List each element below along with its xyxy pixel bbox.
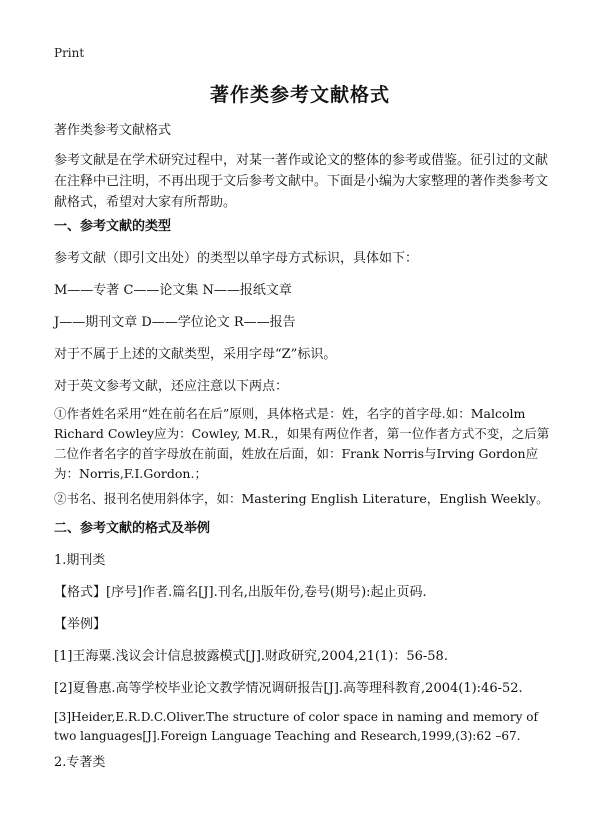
- section1-heading: 一、参考文献的类型: [54, 219, 172, 234]
- intro-paragraph: 参考文献是在学术研究过程中，对某一著作或论文的整体的参考或借鉴。征引过的文献在注释中已注明，不再出现于文后参考文献中。下面是小编为大家整理的著作类参考文献格式，希望对大家有所帮助。: [54, 153, 549, 210]
- section1-paragraph: 参考文献（即引文出处）的类型以单字母方式标识，具体如下：: [54, 251, 419, 266]
- print-link[interactable]: Print: [54, 46, 85, 60]
- type-list-line-1: M——专著 C——论文集 N——报纸文章: [54, 283, 292, 298]
- type-list-line-2: J——期刊文章 D——学位论文 R——报告: [54, 315, 296, 330]
- section1-paragraph: 对于英文参考文献，还应注意以下两点：: [54, 379, 289, 394]
- example-2: [2]夏鲁惠.高等学校毕业论文教学情况调研报告[J].高等理科教育,2004(1):46-52.: [54, 681, 523, 696]
- english-rule-2: ②书名、报刊名使用斜体字，如：Mastering English Literature，English Weekly。: [54, 491, 549, 506]
- example-3: [3]Heider,E.R.D.C.Oliver.The structure of color space in naming and memory of two languages[J].Foreign Language Teaching and Research,1999,(3):62 –67.: [54, 710, 538, 743]
- example-label: 【举例】: [54, 617, 107, 632]
- english-rule-1: ①作者姓名采用“姓在前名在后”原则，具体格式是：姓，名字的首字母.如：Malcolm Richard Cowley应为：Cowley, M.R.，如果有两位作者，第一位作者方式不变，之后第二位作者名字的首字母放在前面，姓放在后面，如：Frank Norris与Irving Gordon应为：Norris,F.I.Gordon.；: [54, 406, 550, 481]
- subsection-monograph: 2.专著类: [54, 755, 106, 770]
- subtitle: 著作类参考文献格式: [54, 123, 172, 138]
- section2-heading: 二、参考文献的格式及举例: [54, 521, 211, 536]
- example-1: [1]王海粟.浅议会计信息披露模式[J].财政研究,2004,21(1)：56-58.: [54, 649, 448, 664]
- subsection-journal: 1.期刊类: [54, 553, 106, 568]
- format-line: 【格式】[序号]作者.篇名[J].刊名,出版年份,卷号(期号):起止页码.: [54, 585, 427, 600]
- page-title: 著作类参考文献格式: [209, 84, 390, 106]
- section1-paragraph: 对于不属于上述的文献类型，采用字母“Z”标识。: [54, 347, 337, 362]
